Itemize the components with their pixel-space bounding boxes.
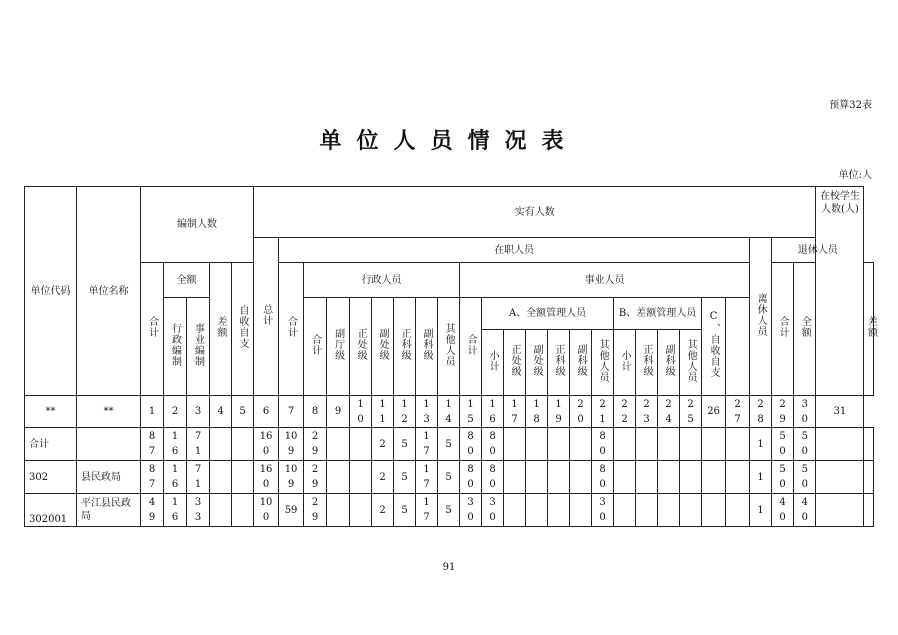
cell-value: 1 6 — [171, 431, 179, 457]
cell-value: 2 9 — [311, 431, 319, 457]
row-cell — [279, 461, 304, 494]
row-cell — [816, 428, 864, 461]
index-cell — [658, 396, 680, 428]
index-cell — [372, 396, 394, 428]
page-title: 单位人员情况表 — [319, 128, 579, 154]
index-cell — [750, 396, 772, 428]
cell-value: 7 1 — [194, 464, 202, 490]
cell-value: 7 — [287, 406, 295, 417]
cell-value: 1 2 — [401, 398, 408, 425]
hdr-deputy-dept: 副厅级 — [332, 328, 344, 361]
row-cell — [504, 494, 526, 527]
cell-value: 1 — [757, 504, 764, 516]
index-cell — [279, 396, 304, 428]
row-cell — [279, 428, 304, 461]
row-cell — [680, 494, 702, 527]
cell-value: 5 0 — [779, 431, 786, 457]
row-cell — [772, 428, 794, 461]
row-cell — [658, 494, 680, 527]
cell-value: 5 — [239, 406, 246, 417]
row-cell — [372, 428, 394, 461]
index-cell — [772, 396, 794, 428]
row-cell — [187, 494, 210, 527]
index-cell — [482, 396, 504, 428]
row-cell — [794, 461, 816, 494]
index-cell — [187, 396, 210, 428]
row-cell — [254, 428, 279, 461]
hdr-chief-div: 正处级 — [355, 328, 367, 361]
row-cell — [187, 461, 210, 494]
hdr-retired-leave: 离休人员 — [755, 292, 767, 337]
cell-value: 4 0 — [779, 497, 786, 523]
hdr-admin-staffing: 行政编制 — [169, 322, 181, 367]
cell-value: 2 9 — [311, 464, 319, 490]
index-cell — [210, 396, 232, 428]
row-cell — [232, 461, 254, 494]
row-cell — [680, 461, 702, 494]
row-cell — [570, 461, 592, 494]
row-cell — [416, 428, 438, 461]
cell-value: 3 3 — [194, 497, 202, 523]
row-cell — [526, 494, 548, 527]
index-cell — [350, 396, 372, 428]
row-unit-code: 302 — [25, 461, 77, 494]
row-cell — [864, 461, 874, 494]
row-cell — [164, 428, 187, 461]
index-cell — [526, 396, 548, 428]
row-cell — [254, 494, 279, 527]
hdr-unit-name: 单位名称 — [77, 187, 141, 396]
cell-value: 5 — [401, 471, 408, 483]
row-cell — [702, 494, 726, 527]
index-cell — [25, 396, 77, 428]
cell-value: 1 8 — [533, 398, 540, 425]
table-row — [25, 461, 874, 494]
row-cell — [864, 494, 874, 527]
cell-value: ** — [103, 406, 114, 417]
row-cell — [614, 494, 636, 527]
index-cell — [816, 396, 864, 428]
table-row — [25, 428, 874, 461]
cell-value: 1 6 — [489, 398, 496, 425]
row-cell — [350, 494, 372, 527]
hdr-chief-sec: 正科级 — [399, 328, 411, 361]
row-cell — [327, 461, 350, 494]
index-cell — [592, 396, 614, 428]
index-cell — [702, 396, 726, 428]
cell-value: 2 — [379, 438, 386, 450]
row-cell — [164, 494, 187, 527]
cell-value: 3 0 — [489, 497, 496, 523]
cell-value: 4 — [217, 406, 224, 417]
row-cell — [726, 461, 750, 494]
index-cell — [141, 396, 164, 428]
row-cell — [482, 428, 504, 461]
cell-value: 8 7 — [148, 431, 156, 457]
row-cell — [592, 461, 614, 494]
row-cell — [232, 428, 254, 461]
hdr-students: 在校学生人数(人) — [819, 191, 860, 215]
cell-value: 1 7 — [423, 464, 430, 490]
cell-value: 8 0 — [467, 431, 474, 457]
cell-value: 2 4 — [665, 398, 672, 425]
row-cell — [350, 461, 372, 494]
personnel-table — [24, 186, 877, 527]
cell-value: 2 9 — [311, 497, 319, 523]
row-cell — [372, 461, 394, 494]
index-cell — [460, 396, 482, 428]
row-cell — [816, 494, 864, 527]
row-cell — [438, 461, 460, 494]
row-cell — [636, 428, 658, 461]
hdr-b-group: B、差额管理人员 — [614, 298, 702, 330]
index-cell — [794, 396, 816, 428]
row-cell — [210, 461, 232, 494]
hdr-career-total: 合计 — [465, 333, 477, 356]
hdr-actual: 实有人数 — [254, 187, 816, 238]
cell-value: 2 9 — [779, 398, 786, 425]
cell-value: 160 — [259, 431, 273, 457]
hdr-b-deputy-sec: 副科级 — [663, 344, 675, 377]
row-cell — [570, 494, 592, 527]
row-cell — [304, 461, 327, 494]
row-cell — [772, 461, 794, 494]
cell-value: 3 0 — [801, 398, 808, 425]
row-cell — [526, 428, 548, 461]
hdr-admin: 行政人员 — [304, 263, 460, 298]
hdr-diff-funded: 差额 — [215, 316, 226, 338]
row-cell — [794, 428, 816, 461]
cell-value: 100 — [259, 497, 273, 523]
cell-value: 1 — [757, 471, 764, 483]
row-cell — [772, 494, 794, 527]
hdr-a-chief-sec: 正科级 — [553, 344, 565, 377]
hdr-retired: 退休人员 — [772, 238, 864, 263]
hdr-admin-total: 合计 — [309, 333, 321, 356]
row-cell — [504, 428, 526, 461]
row-cell — [416, 461, 438, 494]
row-cell — [394, 494, 416, 527]
cell-value: ** — [45, 406, 56, 417]
row-cell — [254, 461, 279, 494]
cell-value: 5 — [401, 504, 408, 516]
row-cell — [164, 461, 187, 494]
cell-value: 3 — [194, 406, 202, 417]
hdr-career: 事业人员 — [460, 263, 750, 298]
row-cell — [304, 494, 327, 527]
row-cell — [794, 494, 816, 527]
row-cell — [210, 428, 232, 461]
row-cell — [726, 494, 750, 527]
cell-value: 2 0 — [577, 398, 584, 425]
row-unit-code: 302001 — [25, 494, 77, 527]
column-index-row — [25, 396, 874, 428]
hdr-a-deputy-sec: 副科级 — [575, 344, 587, 377]
cell-value: 5 — [445, 438, 452, 450]
cell-value: 4 9 — [148, 497, 156, 523]
row-cell — [614, 461, 636, 494]
hdr-retired-diff: 差额 — [865, 316, 877, 338]
row-cell — [702, 428, 726, 461]
cell-value: 5 0 — [801, 464, 808, 490]
cell-value: 26 — [707, 406, 720, 417]
hdr-career-staffing: 事业编制 — [192, 322, 204, 367]
index-row — [25, 396, 874, 428]
row-cell — [141, 461, 164, 494]
unit-label: 单位:人 — [838, 170, 872, 181]
cell-value: 2 — [379, 471, 386, 483]
table-row — [25, 494, 874, 527]
cell-value: 59 — [284, 504, 298, 516]
row-cell — [460, 428, 482, 461]
cell-value: 1 5 — [467, 398, 474, 425]
hdr-full-funded: 全额 — [164, 263, 210, 298]
cell-value: 2 — [379, 504, 386, 516]
row-cell — [438, 494, 460, 527]
cell-value: 8 — [311, 406, 319, 417]
row-cell — [372, 494, 394, 527]
row-cell — [548, 428, 570, 461]
row-unit-name: 县民政局 — [77, 461, 141, 494]
row-cell — [232, 494, 254, 527]
row-cell — [816, 461, 864, 494]
cell-value: 8 7 — [148, 464, 156, 490]
row-unit-name: 平江县民政局 — [77, 494, 141, 527]
row-cell — [350, 428, 372, 461]
row-unit-name — [77, 428, 141, 461]
cell-value: 1 0 — [357, 398, 364, 425]
row-unit-code: 合计 — [25, 428, 77, 461]
row-cell — [394, 461, 416, 494]
row-cell — [526, 461, 548, 494]
cell-value: 4 0 — [801, 497, 808, 523]
hdr-unit-code: 单位代码 — [25, 187, 77, 396]
row-cell — [279, 494, 304, 527]
index-cell — [614, 396, 636, 428]
row-cell — [438, 428, 460, 461]
hdr-b-other: 其他人员 — [685, 338, 697, 383]
cell-value: 5 — [401, 438, 408, 450]
row-cell — [141, 494, 164, 527]
index-cell — [164, 396, 187, 428]
cell-value: 1 7 — [423, 431, 430, 457]
hdr-admin-other: 其他人员 — [443, 322, 455, 367]
row-cell — [327, 428, 350, 461]
hdr-staffing: 编制人数 — [141, 187, 254, 263]
hdr-retired-total: 合计 — [777, 316, 789, 338]
cell-value: 1 — [148, 406, 156, 417]
row-cell — [416, 494, 438, 527]
row-cell — [750, 494, 772, 527]
cell-value: 8 0 — [489, 464, 496, 490]
page-number: 91 — [442, 562, 456, 573]
cell-value: 1 3 — [423, 398, 430, 425]
cell-value: 160 — [259, 464, 273, 490]
row-cell — [614, 428, 636, 461]
row-cell — [460, 461, 482, 494]
hdr-a-other: 其他人员 — [597, 338, 609, 383]
row-cell — [750, 461, 772, 494]
index-cell — [680, 396, 702, 428]
cell-value: 1 6 — [171, 497, 179, 523]
cell-value: 9 — [334, 406, 342, 417]
cell-value: 109 — [284, 431, 298, 457]
cell-value: 2 — [171, 406, 179, 417]
hdr-c-group: C、自收自支 — [708, 311, 720, 378]
cell-value: 1 — [757, 438, 764, 450]
index-cell — [726, 396, 750, 428]
hdr-a-deputy-div: 副处级 — [531, 344, 543, 377]
row-cell — [592, 428, 614, 461]
cell-value: 5 0 — [801, 431, 808, 457]
hdr-self-funded: 自收自支 — [237, 305, 249, 349]
hdr-on-job: 在职人员 — [279, 238, 750, 263]
cell-value: 5 0 — [779, 464, 786, 490]
hdr-a-sub: 小计 — [487, 349, 499, 372]
row-cell — [750, 428, 772, 461]
cell-value: 1 6 — [171, 464, 179, 490]
cell-value: 3 0 — [467, 497, 474, 523]
index-cell — [304, 396, 327, 428]
cell-value: 7 1 — [194, 431, 202, 457]
row-cell — [504, 461, 526, 494]
hdr-a-group: A、全额管理人员 — [482, 298, 614, 330]
row-cell — [394, 428, 416, 461]
index-cell — [636, 396, 658, 428]
hdr-deputy-div: 副处级 — [377, 328, 389, 361]
form-number: 预算32表 — [829, 100, 872, 111]
cell-value: 6 — [262, 406, 270, 417]
row-cell — [636, 461, 658, 494]
index-cell — [232, 396, 254, 428]
hdr-staffing-total: 合计 — [146, 316, 158, 338]
row-cell — [141, 428, 164, 461]
cell-value: 8 0 — [599, 431, 606, 457]
cell-value: 2 5 — [687, 398, 694, 425]
cell-value: 8 0 — [489, 431, 496, 457]
index-cell — [327, 396, 350, 428]
row-cell — [327, 494, 350, 527]
row-cell — [482, 494, 504, 527]
cell-value: 2 8 — [757, 398, 764, 425]
hdr-deputy-sec: 副科级 — [421, 328, 433, 361]
cell-value: 5 — [445, 471, 452, 483]
hdr-b-sub: 小计 — [619, 349, 631, 372]
cell-value: 31 — [833, 406, 847, 417]
cell-value: 5 — [445, 504, 452, 516]
index-cell — [570, 396, 592, 428]
row-cell — [482, 461, 504, 494]
row-cell — [548, 494, 570, 527]
cell-value: 1 4 — [445, 398, 452, 425]
row-cell — [548, 461, 570, 494]
index-cell — [77, 396, 141, 428]
cell-value: 1 7 — [423, 497, 430, 523]
index-cell — [548, 396, 570, 428]
hdr-retired-full: 全额 — [799, 316, 811, 338]
cell-value: 3 0 — [599, 497, 606, 523]
cell-value: 1 7 — [511, 398, 518, 425]
index-cell — [504, 396, 526, 428]
table-body — [25, 428, 874, 527]
hdr-grand-total: 总计 — [260, 303, 272, 326]
cell-value: 8 0 — [467, 464, 474, 490]
hdr-onjob-total: 合计 — [285, 316, 297, 338]
cell-value: 2 2 — [621, 398, 628, 425]
cell-value: 2 7 — [734, 398, 741, 425]
row-cell — [570, 428, 592, 461]
row-cell — [187, 428, 210, 461]
cell-value: 2 3 — [643, 398, 650, 425]
hdr-a-chief-div: 正处级 — [509, 344, 521, 377]
cell-value: 2 1 — [599, 398, 606, 425]
row-cell — [726, 428, 750, 461]
index-cell — [438, 396, 460, 428]
row-cell — [304, 428, 327, 461]
row-cell — [658, 461, 680, 494]
row-cell — [680, 428, 702, 461]
row-cell — [210, 494, 232, 527]
row-cell — [702, 461, 726, 494]
cell-value: 1 9 — [555, 398, 562, 425]
row-cell — [864, 428, 874, 461]
hdr-b-chief-sec: 正科级 — [641, 344, 653, 377]
row-cell — [592, 494, 614, 527]
index-cell — [394, 396, 416, 428]
cell-value: 1 1 — [379, 398, 386, 425]
index-cell — [416, 396, 438, 428]
row-cell — [658, 428, 680, 461]
cell-value: 8 0 — [599, 464, 606, 490]
index-cell — [254, 396, 279, 428]
row-cell — [636, 494, 658, 527]
cell-value: 109 — [284, 464, 298, 490]
row-cell — [460, 494, 482, 527]
